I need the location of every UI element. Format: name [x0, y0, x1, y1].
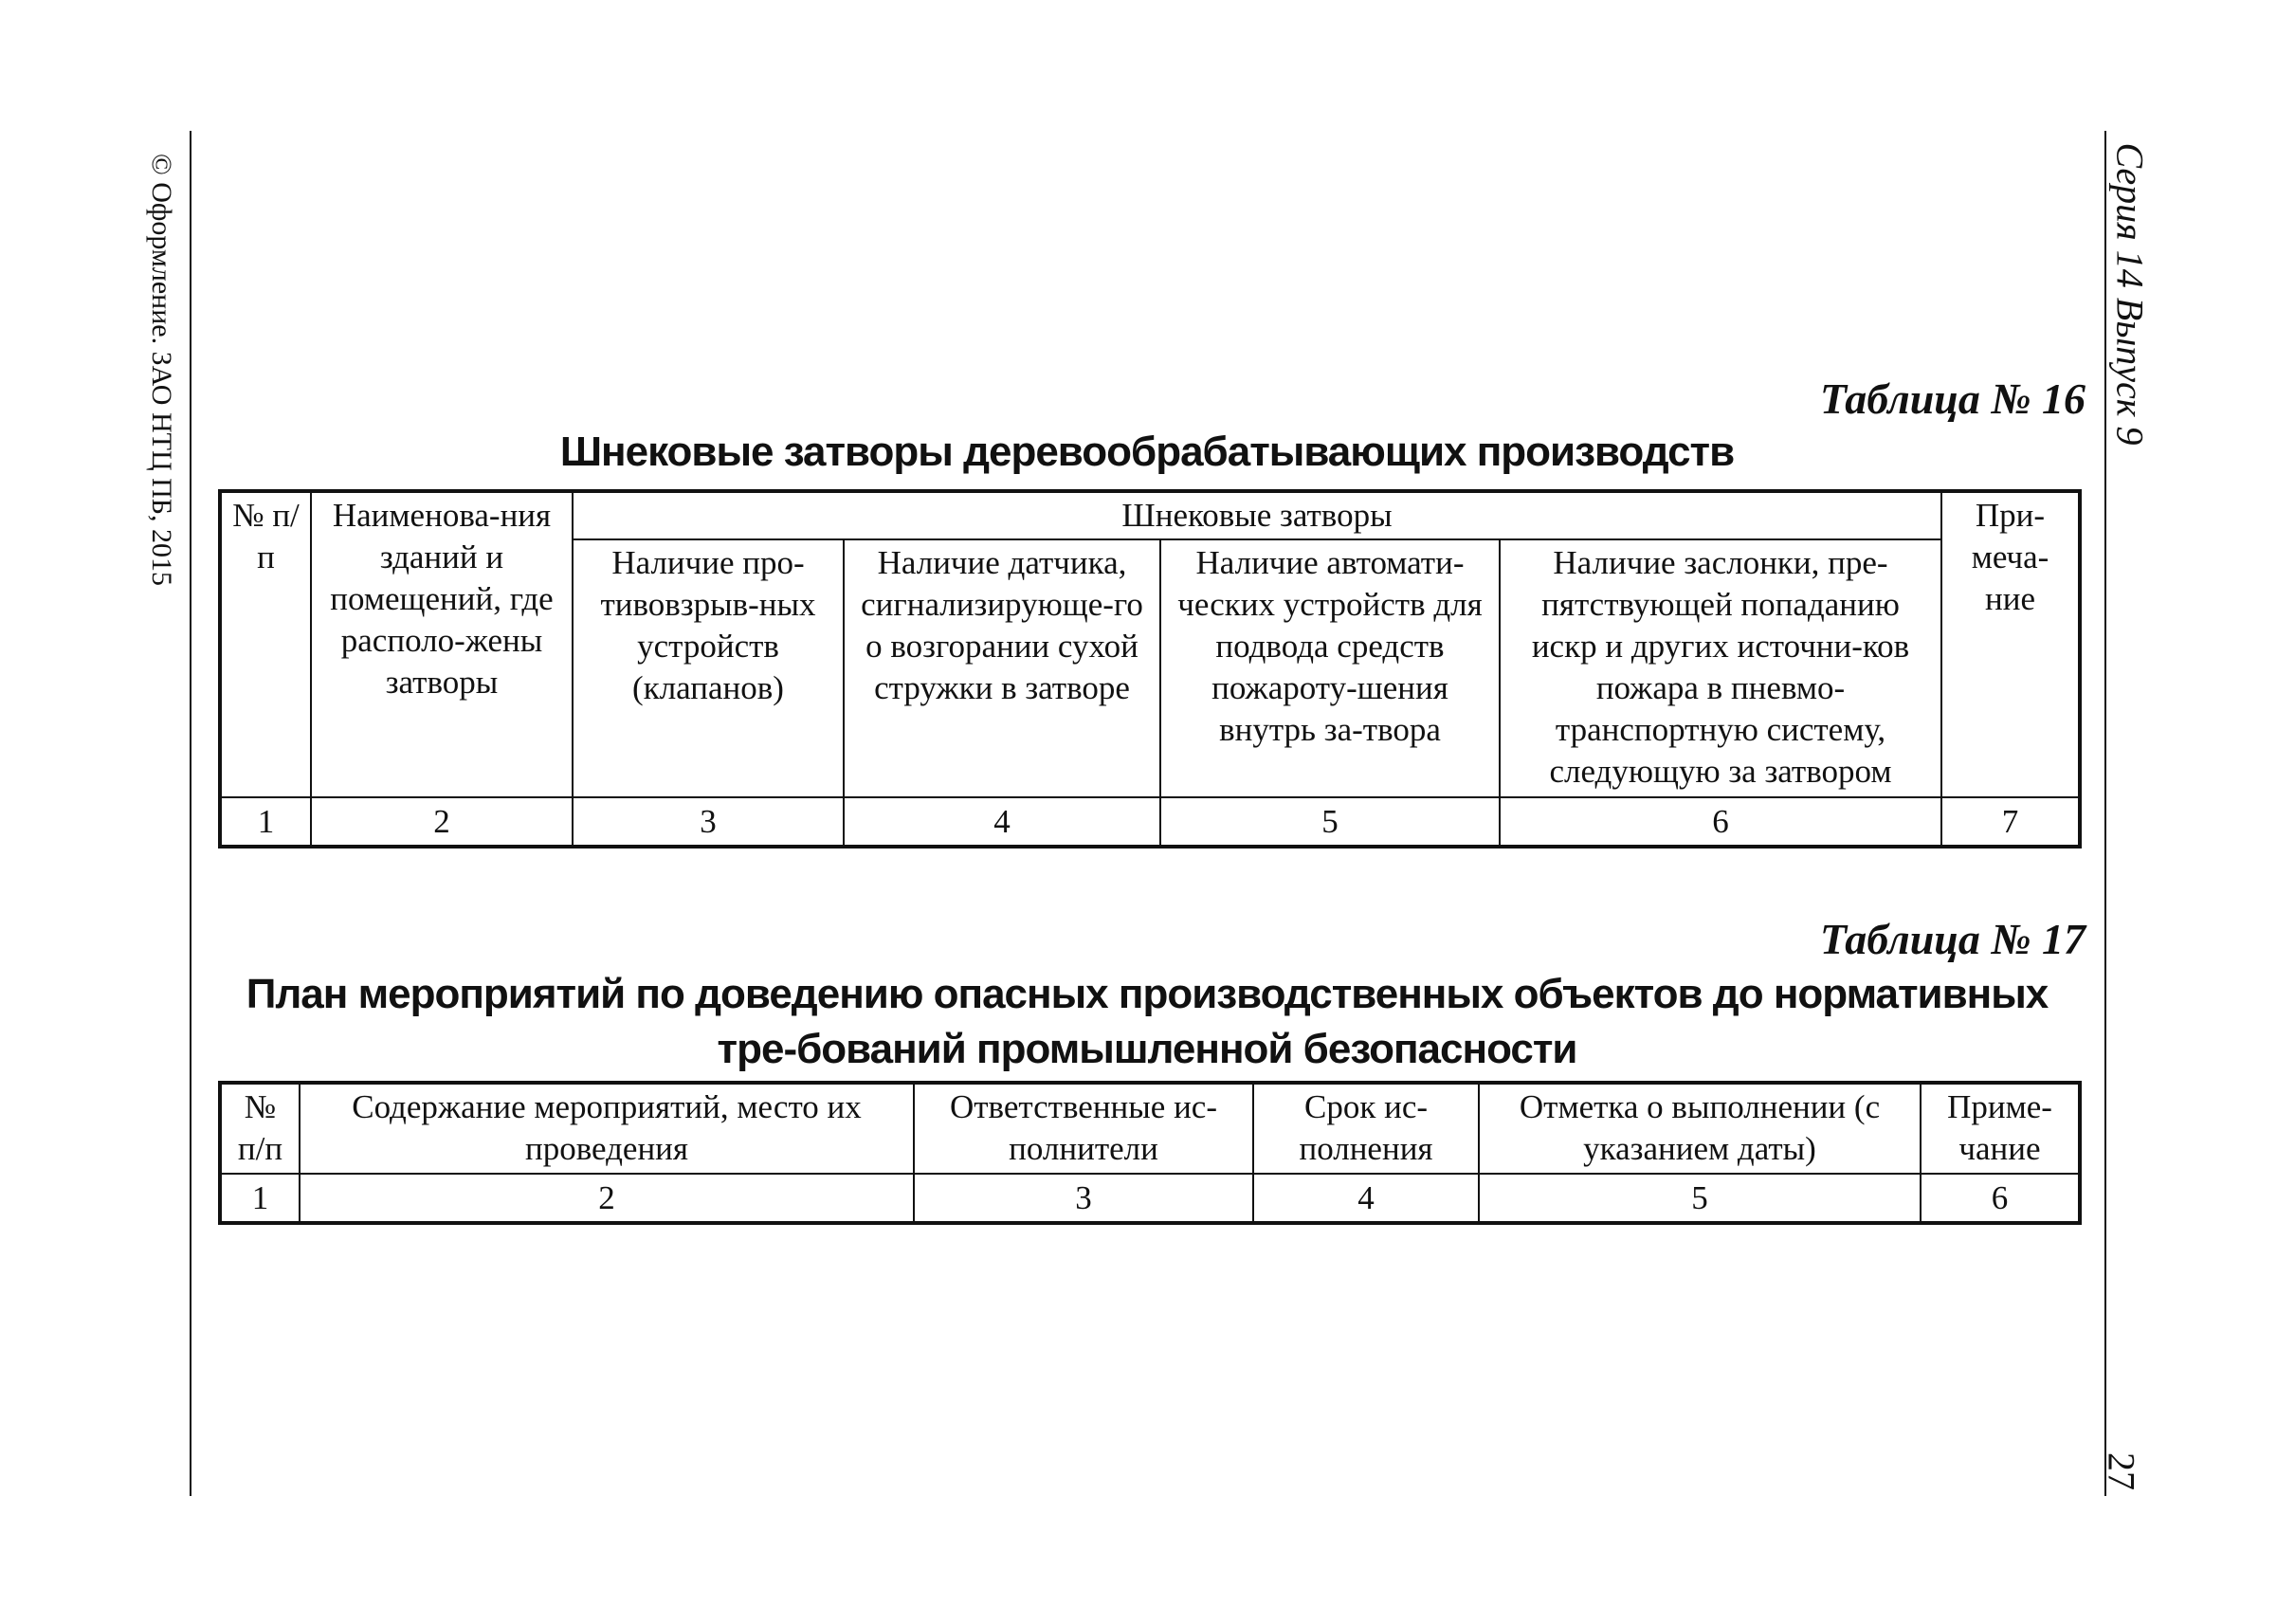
t17-number-cell: 1 — [220, 1174, 300, 1223]
copyright-text: © Оформление. ЗАО НТЦ ПБ, 2015 — [146, 153, 177, 587]
t16-number-cell: 5 — [1160, 797, 1500, 847]
t16-number-cell: 7 — [1941, 797, 2080, 847]
t16-header-number: № п/п — [220, 491, 311, 797]
left-margin-rule — [190, 131, 191, 1496]
table17-title: План мероприятий по доведению опасных производственных объектов до нормативных тре-бований промышленной безопасности — [246, 971, 2049, 1072]
t16-header-group: Шнековые затворы — [573, 491, 1941, 539]
t16-number-cell: 6 — [1500, 797, 1941, 847]
t16-header-explosion-valves: Наличие про-тивовзрыв-ных устройств (клапанов) — [573, 539, 844, 797]
t16-header-damper: Наличие заслонки, пре-пятствующей попаданию искр и других источни-ков пожара в пневмо-транспортную систему, следующую за затвором — [1500, 539, 1941, 797]
t17-header-content: Содержание мероприятий, место их проведения — [300, 1083, 914, 1174]
table17 — [218, 1081, 2082, 1225]
table17-caption: Таблица № 17 — [1819, 915, 2086, 963]
t17-header-number: № п/п — [220, 1083, 300, 1174]
t16-header-note: При-меча-ние — [1941, 491, 2080, 797]
t16-header-fire-sensor: Наличие датчика, сигнализирующе-го о возгорании сухой стружки в затворе — [844, 539, 1160, 797]
t16-number-cell: 3 — [573, 797, 844, 847]
t16-number-cell: 2 — [311, 797, 573, 847]
table16-title: Шнековые затворы деревообрабатывающих производств — [559, 429, 1735, 475]
series-text: Серия 14 Выпуск 9 — [2108, 142, 2152, 446]
table16-caption: Таблица № 16 — [1819, 374, 2086, 423]
t16-header-extinguishing: Наличие автомати-ческих устройств для подвода средств пожароту-шения внутрь за-твора — [1160, 539, 1500, 797]
t17-number-cell: 6 — [1921, 1174, 2080, 1223]
t17-header-responsible: Ответственные ис-полнители — [914, 1083, 1253, 1174]
t17-number-cell: 5 — [1479, 1174, 1921, 1223]
page-number-text: 27 — [2100, 1452, 2143, 1490]
t16-number-cell: 1 — [220, 797, 311, 847]
right-margin-rule — [2104, 131, 2106, 1496]
t17-header-note: Приме-чание — [1921, 1083, 2080, 1174]
t17-header-completion: Отметка о выполнении (с указанием даты) — [1479, 1083, 1921, 1174]
t17-number-cell: 3 — [914, 1174, 1253, 1223]
table16 — [218, 489, 2082, 848]
t17-number-cell: 2 — [300, 1174, 914, 1223]
t16-number-cell: 4 — [844, 797, 1160, 847]
t17-number-cell: 4 — [1253, 1174, 1479, 1223]
t17-header-deadline: Срок ис-полнения — [1253, 1083, 1479, 1174]
t16-header-building: Наименова-ния зданий и помещений, где располо-жены затворы — [311, 491, 573, 797]
